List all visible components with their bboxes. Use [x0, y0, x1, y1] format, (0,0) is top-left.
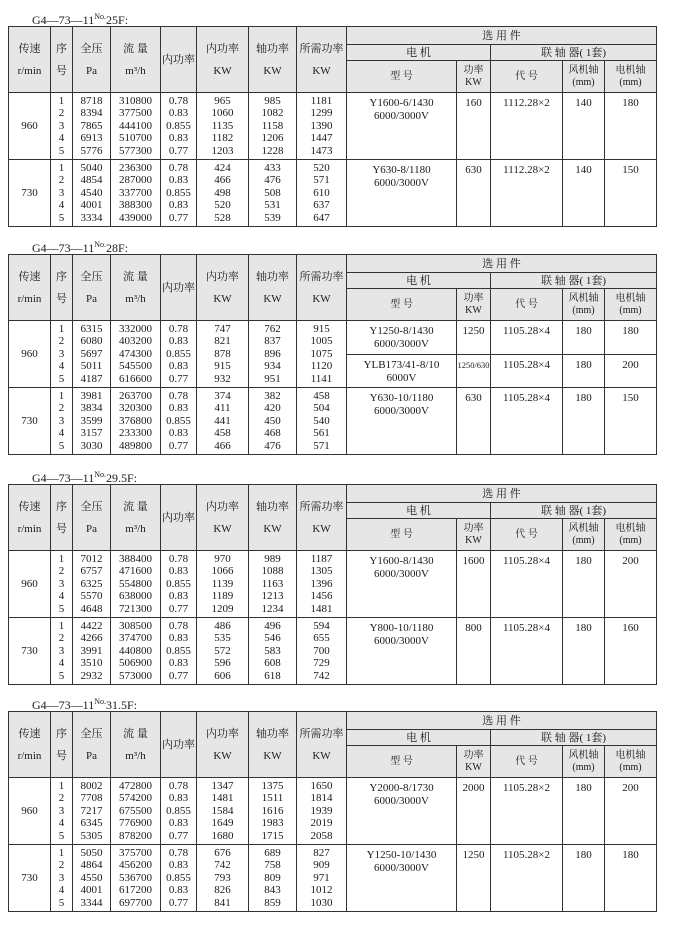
speed-header-unit: r/min — [17, 522, 42, 535]
required-power-list: 520 571 610 637 647 — [297, 160, 347, 227]
motor-shaft-header: 电机轴 (mm) — [605, 61, 657, 93]
shaft-power-list: 496 546 583 608 618 — [249, 618, 297, 685]
flow-list: 332000 403200 474300 545500 616600 — [111, 321, 161, 388]
spec-table — [8, 26, 657, 227]
speed-value: 730 — [9, 388, 51, 455]
motor-power-header: 功率 KW — [457, 746, 491, 778]
motor-model: Y630-8/1180 6000/3000V — [347, 160, 457, 227]
title-suffix: 25F: — [106, 13, 129, 27]
internal-power-header-label: 内功率 — [206, 270, 239, 283]
header-row — [9, 712, 657, 730]
seq-header — [51, 485, 73, 551]
pressure-header-label: 全压 — [80, 727, 103, 740]
eff-list: 0.78 0.83 0.855 0.83 0.77 — [161, 160, 197, 227]
speed-value: 730 — [9, 845, 51, 912]
header-row — [9, 27, 657, 45]
code-header: 代 号 — [491, 746, 563, 778]
seq-list: 1 2 3 4 5 — [51, 93, 73, 160]
pressure-header-unit: Pa — [86, 749, 97, 762]
pressure-list: 5040 4854 4540 4001 3334 — [73, 160, 111, 227]
shaft-power-header — [249, 255, 297, 321]
motor-header: 电 机 — [347, 45, 491, 61]
seq-header-unit: 号 — [56, 749, 67, 762]
motor-shaft-value: 150 — [605, 160, 657, 227]
pressure-header-unit: Pa — [86, 64, 97, 77]
eff-list: 0.78 0.83 0.855 0.83 0.77 — [161, 551, 197, 618]
required-power-list: 827 909 971 1012 1030 — [297, 845, 347, 912]
required-power-list: 915 1005 1075 1120 1141 — [297, 321, 347, 388]
internal-power-header-unit: KW — [213, 292, 232, 305]
speed-header — [9, 255, 51, 321]
speed-header-unit: r/min — [17, 749, 42, 762]
pressure-header — [73, 255, 111, 321]
shaft-power-header-label: 轴功率 — [256, 42, 289, 55]
fan-shaft-value: 180 — [563, 845, 605, 912]
eff-list: 0.78 0.83 0.855 0.83 0.77 — [161, 618, 197, 685]
eff-list: 0.78 0.83 0.855 0.83 0.77 — [161, 321, 197, 388]
fan-shaft-header: 风机轴 (mm) — [563, 519, 605, 551]
coupling-header: 联 轴 器( 1套) — [491, 503, 657, 519]
shaft-power-header-label: 轴功率 — [256, 727, 289, 740]
internal-power-header-label: 内功率 — [206, 727, 239, 740]
flow-list: 308500 374700 440800 506900 573000 — [111, 618, 161, 685]
motor-model: Y1600-8/1430 6000/3000V — [347, 551, 457, 618]
coupling-header: 联 轴 器( 1套) — [491, 45, 657, 61]
pressure-list: 8002 7708 7217 6345 5305 — [73, 778, 111, 845]
motor-power: 2000 — [457, 778, 491, 845]
required-power-list: 1187 1305 1396 1456 1481 — [297, 551, 347, 618]
motor-model: Y800-10/1180 6000/3000V — [347, 618, 457, 685]
internal-eff-header: 内功率 — [161, 485, 197, 551]
spec-table — [8, 484, 657, 685]
shaft-power-header-label: 轴功率 — [256, 270, 289, 283]
flow-header — [111, 712, 161, 778]
fan-shaft-value: 180 — [563, 778, 605, 845]
coupling-code: 1112.28×2 — [491, 160, 563, 227]
speed-header-label: 传速 — [18, 500, 41, 513]
fan-shaft-value: 140 — [563, 93, 605, 160]
required-power-header — [297, 712, 347, 778]
section-title — [8, 236, 656, 254]
coupling-code: 1105.28×4 — [491, 354, 563, 388]
spec-table — [8, 254, 657, 455]
motor-shaft-value: 200 — [605, 778, 657, 845]
internal-power-header-unit: KW — [213, 64, 232, 77]
eff-list: 0.78 0.83 0.855 0.83 0.77 — [161, 778, 197, 845]
spec-table — [8, 711, 657, 912]
speed-value: 730 — [9, 160, 51, 227]
coupling-code: 1105.28×2 — [491, 845, 563, 912]
speed-value: 960 — [9, 321, 51, 388]
speed-header — [9, 485, 51, 551]
model-header: 型 号 — [347, 519, 457, 551]
section-title — [8, 693, 656, 711]
required-power-header — [297, 485, 347, 551]
shaft-power-list: 1375 1511 1616 1983 1715 — [249, 778, 297, 845]
pressure-list: 7012 6757 6325 5570 4648 — [73, 551, 111, 618]
internal-power-list: 965 1060 1135 1182 1203 — [197, 93, 249, 160]
title-sup: No. — [94, 12, 107, 21]
model-header: 型 号 — [347, 61, 457, 93]
title-model: G4—73—11 — [32, 698, 95, 712]
data-row — [9, 93, 657, 160]
shaft-power-list: 382 420 450 468 476 — [249, 388, 297, 455]
pressure-list: 4422 4266 3991 3510 2932 — [73, 618, 111, 685]
motor-power: 800 — [457, 618, 491, 685]
internal-power-header-unit: KW — [213, 522, 232, 535]
spec-section — [8, 466, 656, 685]
shaft-power-header-unit: KW — [263, 522, 282, 535]
flow-header — [111, 27, 161, 93]
motor-shaft-value: 160 — [605, 618, 657, 685]
shaft-power-list: 433 476 508 531 539 — [249, 160, 297, 227]
code-header: 代 号 — [491, 519, 563, 551]
fan-shaft-value: 180 — [563, 618, 605, 685]
seq-list: 1 2 3 4 5 — [51, 321, 73, 388]
speed-header-label: 传速 — [18, 42, 41, 55]
flow-header-unit: m³/h — [125, 292, 146, 305]
fan-shaft-header: 风机轴 (mm) — [563, 61, 605, 93]
pressure-list: 5050 4864 4550 4001 3344 — [73, 845, 111, 912]
coupling-code: 1105.28×4 — [491, 551, 563, 618]
seq-list: 1 2 3 4 5 — [51, 551, 73, 618]
motor-shaft-value: 180 — [605, 845, 657, 912]
speed-value: 960 — [9, 93, 51, 160]
internal-power-list: 970 1066 1139 1189 1209 — [197, 551, 249, 618]
motor-header: 电 机 — [347, 273, 491, 289]
title-suffix: 28F: — [106, 241, 129, 255]
seq-list: 1 2 3 4 5 — [51, 388, 73, 455]
flow-list: 236300 287000 337700 388300 439000 — [111, 160, 161, 227]
shaft-power-header — [249, 485, 297, 551]
seq-header — [51, 27, 73, 93]
required-power-header-unit: KW — [312, 749, 331, 762]
shaft-power-header — [249, 712, 297, 778]
motor-model: Y1250-10/1430 6000/3000V — [347, 845, 457, 912]
data-row — [9, 160, 657, 227]
header-row — [9, 255, 657, 273]
speed-value: 960 — [9, 778, 51, 845]
data-row — [9, 778, 657, 845]
motor-model: Y2000-8/1730 6000/3000V — [347, 778, 457, 845]
flow-header-label: 流 量 — [123, 500, 148, 513]
required-power-list: 594 655 700 729 742 — [297, 618, 347, 685]
pressure-header-label: 全压 — [80, 500, 103, 513]
required-power-header-label: 所需功率 — [299, 500, 344, 513]
motor-model: Y1250-8/1430 6000/3000V — [347, 321, 457, 355]
fan-shaft-header: 风机轴 (mm) — [563, 746, 605, 778]
internal-eff-header: 内功率 — [161, 27, 197, 93]
shaft-power-header-unit: KW — [263, 749, 282, 762]
fan-shaft-value: 180 — [563, 354, 605, 388]
required-power-header-label: 所需功率 — [299, 270, 344, 283]
coupling-code: 1105.28×4 — [491, 618, 563, 685]
speed-header-unit: r/min — [17, 64, 42, 77]
seq-header-unit: 号 — [56, 522, 67, 535]
pressure-header-label: 全压 — [80, 270, 103, 283]
motor-header: 电 机 — [347, 730, 491, 746]
pressure-list: 8718 8394 7865 6913 5776 — [73, 93, 111, 160]
pressure-list: 3981 3834 3599 3157 3030 — [73, 388, 111, 455]
code-header: 代 号 — [491, 289, 563, 321]
required-power-list: 458 504 540 561 571 — [297, 388, 347, 455]
required-power-list: 1650 1814 1939 2019 2058 — [297, 778, 347, 845]
seq-header-unit: 号 — [56, 292, 67, 305]
data-row — [9, 388, 657, 455]
flow-header-label: 流 量 — [123, 42, 148, 55]
coupling-code: 1105.28×4 — [491, 388, 563, 455]
motor-shaft-value: 180 — [605, 321, 657, 355]
flow-header-unit: m³/h — [125, 64, 146, 77]
data-row — [9, 551, 657, 618]
speed-header-label: 传速 — [18, 727, 41, 740]
pressure-list: 6315 6080 5697 5011 4187 — [73, 321, 111, 388]
flow-header-label: 流 量 — [123, 270, 148, 283]
title-model: G4—73—11 — [32, 241, 95, 255]
title-model: G4—73—11 — [32, 13, 95, 27]
internal-power-header — [197, 27, 249, 93]
pressure-header-unit: Pa — [86, 522, 97, 535]
speed-header-label: 传速 — [18, 270, 41, 283]
section-title — [8, 8, 656, 26]
code-header: 代 号 — [491, 61, 563, 93]
section-title — [8, 466, 656, 484]
pressure-header — [73, 27, 111, 93]
shaft-power-header-label: 轴功率 — [256, 500, 289, 513]
selected-parts-header: 选 用 件 — [347, 27, 657, 45]
flow-header-unit: m³/h — [125, 749, 146, 762]
internal-power-header — [197, 712, 249, 778]
shaft-power-list: 689 758 809 843 859 — [249, 845, 297, 912]
flow-list: 310800 377500 444100 510700 577300 — [111, 93, 161, 160]
model-header: 型 号 — [347, 289, 457, 321]
speed-value: 730 — [9, 618, 51, 685]
motor-model: YLB173/41-8/10 6000V — [347, 354, 457, 388]
title-sup: No. — [94, 697, 107, 706]
required-power-header-label: 所需功率 — [299, 727, 344, 740]
seq-header-label: 序 — [56, 727, 67, 740]
motor-power: 160 — [457, 93, 491, 160]
motor-header: 电 机 — [347, 503, 491, 519]
internal-power-list: 424 466 498 520 528 — [197, 160, 249, 227]
title-model: G4—73—11 — [32, 471, 95, 485]
eff-list: 0.78 0.83 0.855 0.83 0.77 — [161, 388, 197, 455]
seq-list: 1 2 3 4 5 — [51, 618, 73, 685]
required-power-header-label: 所需功率 — [299, 42, 344, 55]
fan-shaft-header: 风机轴 (mm) — [563, 289, 605, 321]
required-power-header-unit: KW — [312, 292, 331, 305]
internal-power-list: 676 742 793 826 841 — [197, 845, 249, 912]
seq-header-unit: 号 — [56, 64, 67, 77]
motor-power: 630 — [457, 160, 491, 227]
fan-shaft-value: 180 — [563, 551, 605, 618]
spec-section — [8, 8, 656, 227]
seq-list: 1 2 3 4 5 — [51, 160, 73, 227]
motor-model: Y1600-6/1430 6000/3000V — [347, 93, 457, 160]
motor-power: 1250 — [457, 321, 491, 355]
selected-parts-header: 选 用 件 — [347, 255, 657, 273]
motor-power: 630 — [457, 388, 491, 455]
data-row — [9, 845, 657, 912]
coupling-code: 1105.28×4 — [491, 321, 563, 355]
pressure-header — [73, 485, 111, 551]
fan-shaft-value: 140 — [563, 160, 605, 227]
title-suffix: 31.5F: — [106, 698, 138, 712]
motor-power: 1250 — [457, 845, 491, 912]
speed-header — [9, 712, 51, 778]
speed-header-unit: r/min — [17, 292, 42, 305]
seq-header-label: 序 — [56, 500, 67, 513]
internal-power-list: 486 535 572 596 606 — [197, 618, 249, 685]
flow-header-unit: m³/h — [125, 522, 146, 535]
eff-list: 0.78 0.83 0.855 0.83 0.77 — [161, 845, 197, 912]
flow-header — [111, 255, 161, 321]
model-header: 型 号 — [347, 746, 457, 778]
title-sup: No. — [94, 240, 107, 249]
motor-shaft-header: 电机轴 (mm) — [605, 519, 657, 551]
title-suffix: 29.5F: — [106, 471, 138, 485]
pressure-header-unit: Pa — [86, 292, 97, 305]
motor-power: 1600 — [457, 551, 491, 618]
eff-list: 0.78 0.83 0.855 0.83 0.77 — [161, 93, 197, 160]
internal-power-header-label: 内功率 — [206, 500, 239, 513]
header-row — [9, 485, 657, 503]
motor-power-header: 功率 KW — [457, 289, 491, 321]
shaft-power-list: 985 1082 1158 1206 1228 — [249, 93, 297, 160]
shaft-power-header-unit: KW — [263, 64, 282, 77]
selected-parts-header: 选 用 件 — [347, 712, 657, 730]
flow-list: 375700 456200 536700 617200 697700 — [111, 845, 161, 912]
fan-shaft-value: 180 — [563, 321, 605, 355]
spec-section — [8, 236, 656, 455]
seq-list: 1 2 3 4 5 — [51, 778, 73, 845]
seq-header-label: 序 — [56, 42, 67, 55]
coupling-header: 联 轴 器( 1套) — [491, 730, 657, 746]
coupling-header: 联 轴 器( 1套) — [491, 273, 657, 289]
shaft-power-header-unit: KW — [263, 292, 282, 305]
internal-power-header — [197, 485, 249, 551]
title-sup: No. — [94, 470, 107, 479]
required-power-header — [297, 255, 347, 321]
motor-shaft-value: 150 — [605, 388, 657, 455]
motor-power: 1250/630 — [457, 354, 491, 388]
seq-header — [51, 712, 73, 778]
internal-power-header-label: 内功率 — [206, 42, 239, 55]
seq-list: 1 2 3 4 5 — [51, 845, 73, 912]
pressure-header-label: 全压 — [80, 42, 103, 55]
data-row — [9, 618, 657, 685]
required-power-header — [297, 27, 347, 93]
motor-shaft-value: 180 — [605, 93, 657, 160]
shaft-power-header — [249, 27, 297, 93]
internal-power-header — [197, 255, 249, 321]
motor-shaft-value: 200 — [605, 551, 657, 618]
coupling-code: 1105.28×2 — [491, 778, 563, 845]
data-row — [9, 321, 657, 355]
flow-list: 263700 320300 376800 233300 489800 — [111, 388, 161, 455]
motor-model: Y630-10/1180 6000/3000V — [347, 388, 457, 455]
required-power-header-unit: KW — [312, 64, 331, 77]
flow-list: 472800 574200 675500 776900 878200 — [111, 778, 161, 845]
speed-value: 960 — [9, 551, 51, 618]
shaft-power-list: 989 1088 1163 1213 1234 — [249, 551, 297, 618]
speed-header — [9, 27, 51, 93]
flow-header-label: 流 量 — [123, 727, 148, 740]
required-power-list: 1181 1299 1390 1447 1473 — [297, 93, 347, 160]
internal-eff-header: 内功率 — [161, 255, 197, 321]
seq-header — [51, 255, 73, 321]
coupling-code: 1112.28×2 — [491, 93, 563, 160]
motor-power-header: 功率 KW — [457, 519, 491, 551]
internal-eff-header: 内功率 — [161, 712, 197, 778]
spec-section — [8, 693, 656, 912]
internal-power-header-unit: KW — [213, 749, 232, 762]
motor-power-header: 功率 KW — [457, 61, 491, 93]
internal-power-list: 1347 1481 1584 1649 1680 — [197, 778, 249, 845]
motor-shaft-header: 电机轴 (mm) — [605, 289, 657, 321]
internal-power-list: 374 411 441 458 466 — [197, 388, 249, 455]
motor-shaft-header: 电机轴 (mm) — [605, 746, 657, 778]
shaft-power-list: 762 837 896 934 951 — [249, 321, 297, 388]
seq-header-label: 序 — [56, 270, 67, 283]
required-power-header-unit: KW — [312, 522, 331, 535]
fan-shaft-value: 180 — [563, 388, 605, 455]
motor-shaft-value: 200 — [605, 354, 657, 388]
flow-header — [111, 485, 161, 551]
selected-parts-header: 选 用 件 — [347, 485, 657, 503]
pressure-header — [73, 712, 111, 778]
flow-list: 388400 471600 554800 638000 721300 — [111, 551, 161, 618]
internal-power-list: 747 821 878 915 932 — [197, 321, 249, 388]
